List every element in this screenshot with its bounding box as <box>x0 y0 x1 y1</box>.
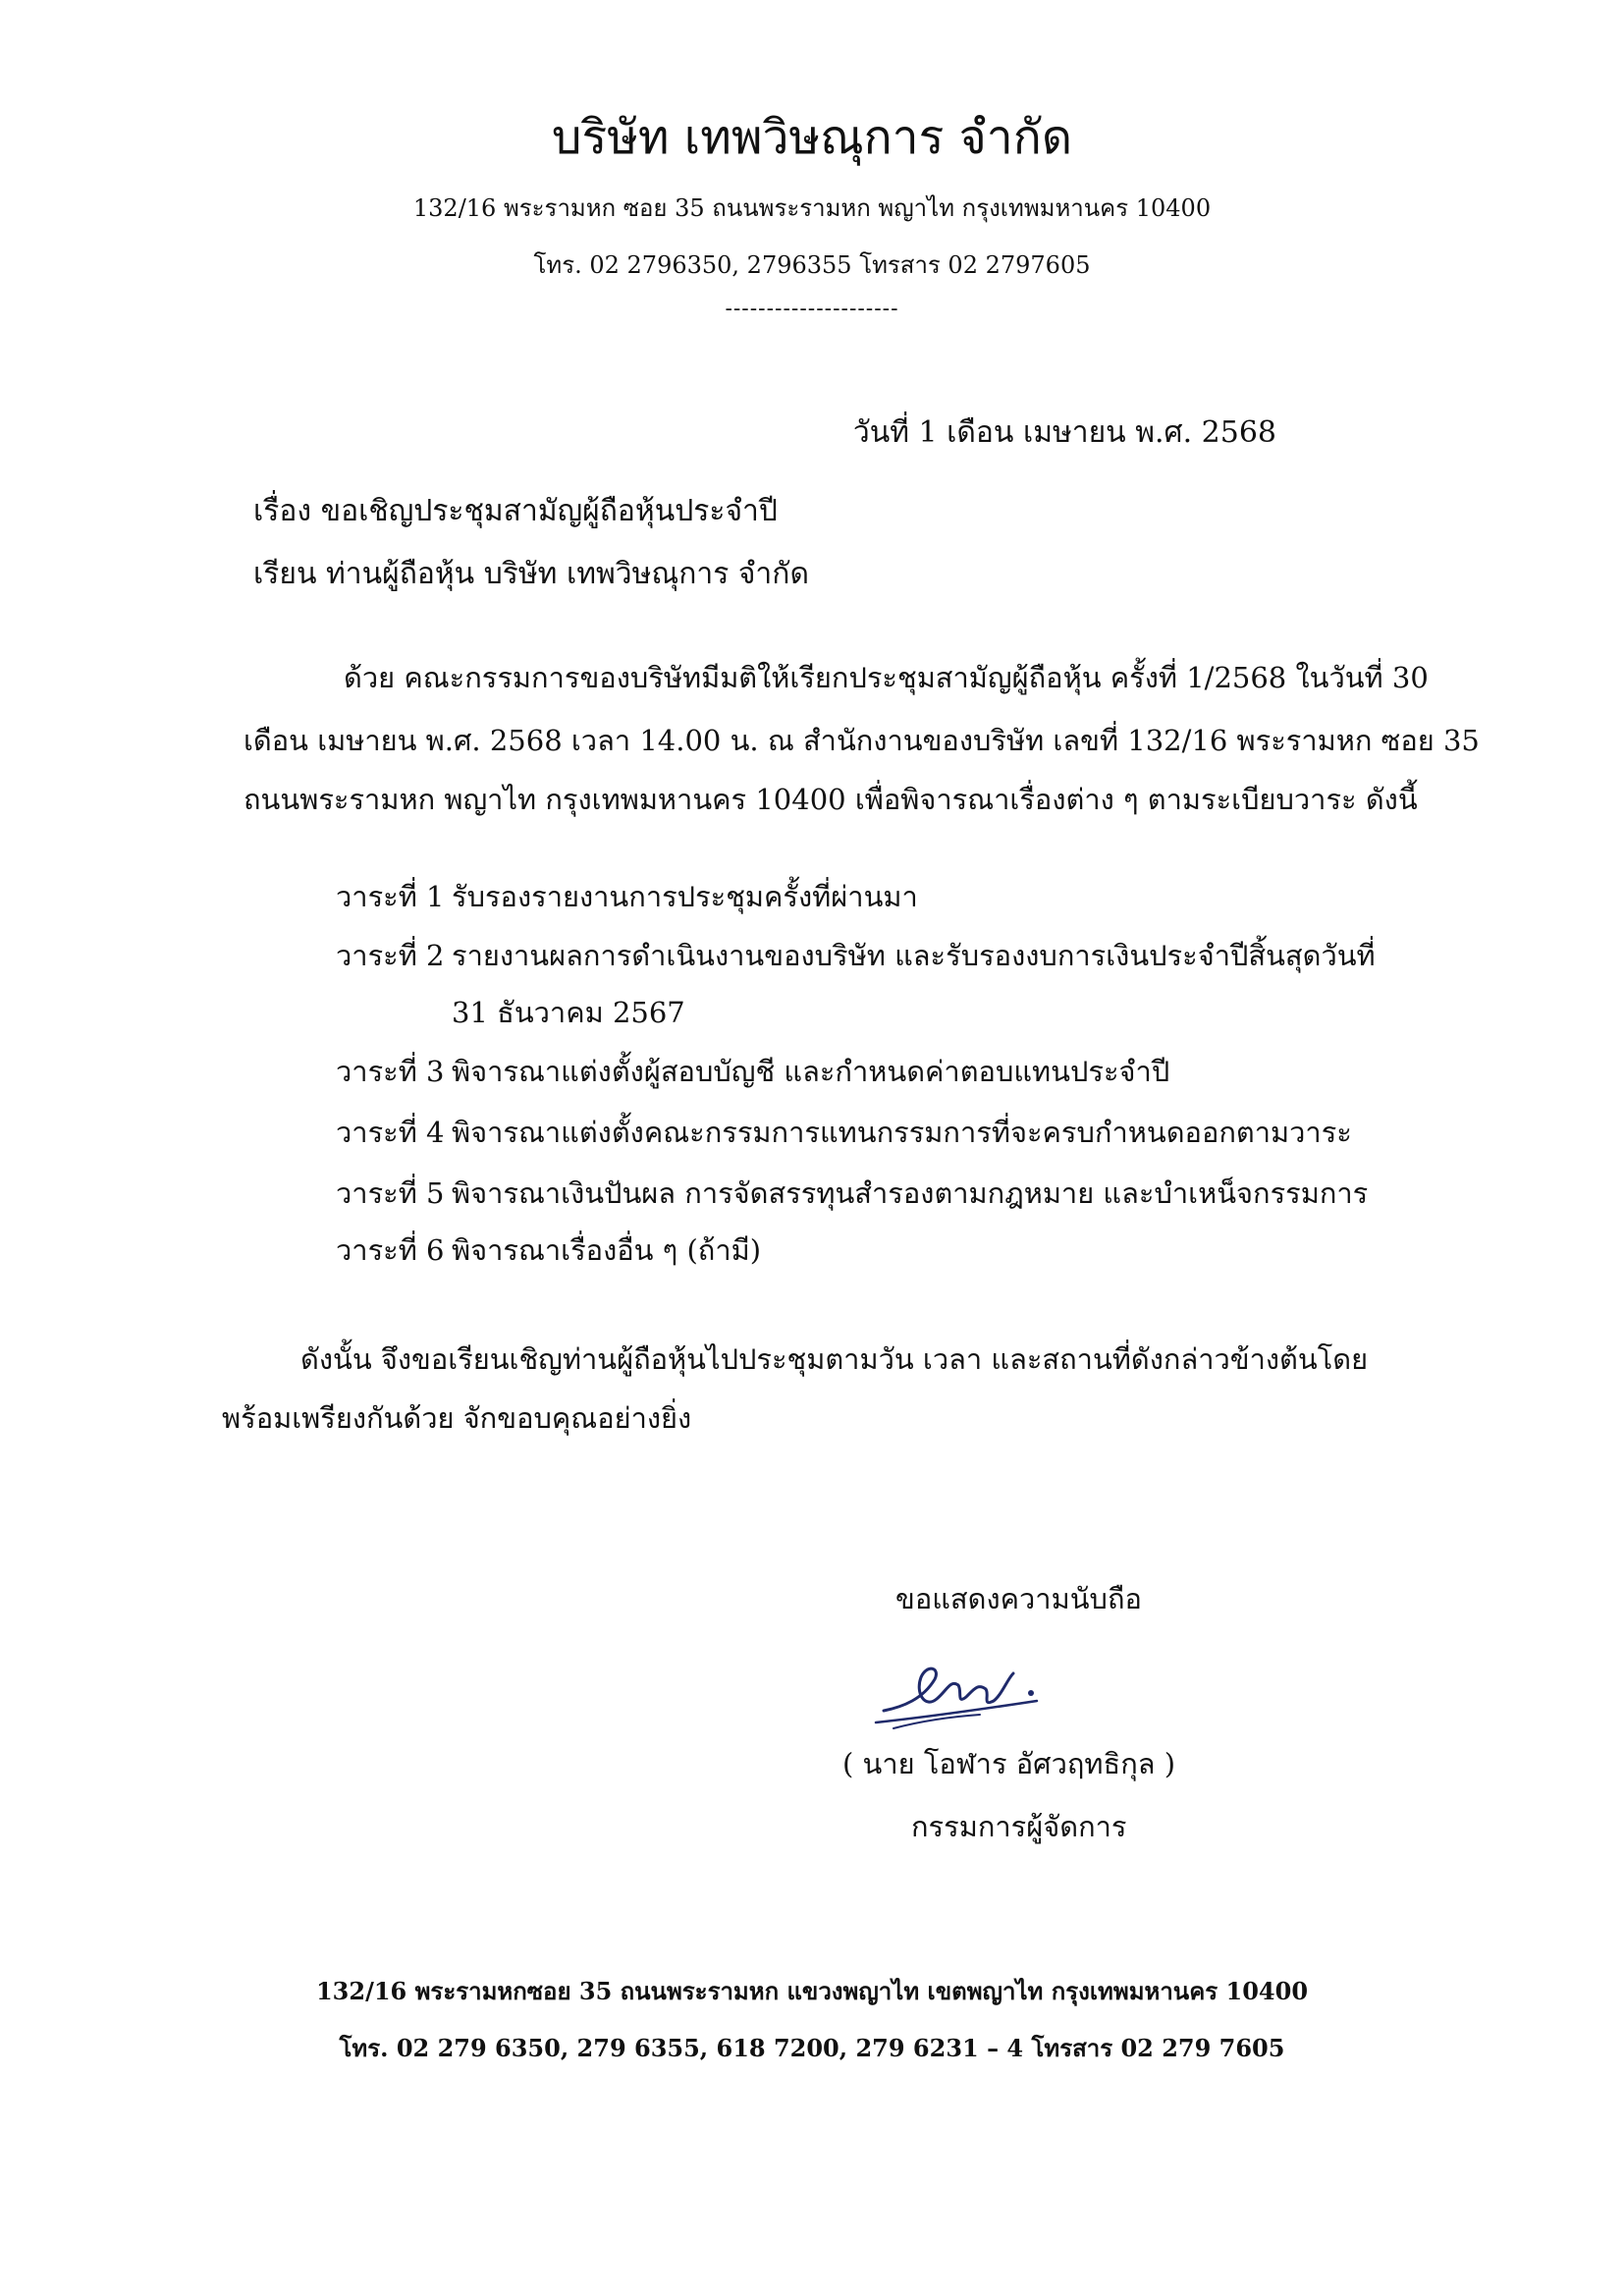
intro-line: เดือน เมษายน พ.ศ. 2568 เวลา 14.00 น. ณ สำนักงานของบริษัท เลขที่ 132/16 พระรามหก ซอย 35 <box>244 724 1480 757</box>
agenda-text: พิจารณาเงินปันผล การจัดสรรทุนสำรองตามกฎหมาย และบำเหน็จกรรมการ <box>452 1176 1369 1210</box>
agenda-label: วาระที่ 3 <box>336 1055 445 1088</box>
agenda-text: พิจารณาแต่งตั้งผู้สอบบัญชี และกำหนดค่าตอบแทนประจำปี <box>452 1055 1170 1088</box>
intro-line: ถนนพระรามหก พญาไท กรุงเทพมหานคร 10400 เพื่อพิจารณาเรื่องต่าง ๆ ตามระเบียบวาระ ดังนี้ <box>244 783 1418 816</box>
footer-phones: โทร. 02 279 6350, 279 6355, 618 7200, 279 6231 – 4 โทรสาร 02 279 7605 <box>339 2034 1285 2062</box>
intro-line: ด้วย คณะกรรมการของบริษัทมีมติให้เรียกประชุมสามัญผู้ถือหุ้น ครั้งที่ 1/2568 ในวันที่ 30 <box>344 661 1429 694</box>
agenda-label: วาระที่ 1 <box>336 880 445 913</box>
signature-image <box>864 1650 1060 1738</box>
letter-addressee: เรียน ท่านผู้ถือหุ้น บริษัท เทพวิษณุการ จำกัด <box>253 557 809 591</box>
header-divider: --------------------- <box>725 297 899 321</box>
company-phones: โทร. 02 2796350, 2796355 โทรสาร 02 2797605 <box>533 251 1091 279</box>
agenda-text: พิจารณาเรื่องอื่น ๆ (ถ้ามี) <box>452 1233 762 1267</box>
agenda-text: รับรองรายงานการประชุมครั้งที่ผ่านมา <box>452 880 918 913</box>
closing-line: ดังนั้น จึงขอเรียนเชิญท่านผู้ถือหุ้นไปประชุมตามวัน เวลา และสถานที่ดังกล่าวข้างต้นโดย <box>300 1342 1369 1376</box>
company-address: 132/16 พระรามหก ซอย 35 ถนนพระรามหก พญาไท กรุงเทพมหานคร 10400 <box>412 194 1212 222</box>
agenda-label: วาระที่ 2 <box>336 939 445 972</box>
agenda-text: พิจารณาแต่งตั้งคณะกรรมการแทนกรรมการที่จะครบกำหนดออกตามวาระ <box>452 1116 1352 1149</box>
footer-address: 132/16 พระรามหกซอย 35 ถนนพระรามหก แขวงพญาไท เขตพญาไท กรุงเทพมหานคร 10400 <box>315 1977 1309 2005</box>
letter-date: วันที่ 1 เดือน เมษายน พ.ศ. 2568 <box>852 415 1276 450</box>
letter-subject: เรื่อง ขอเชิญประชุมสามัญผู้ถือหุ้นประจำปี <box>253 494 778 528</box>
agenda-label: วาระที่ 6 <box>336 1233 445 1267</box>
signer-name: ( นาย โอฬาร อัศวฤทธิกุล ) <box>842 1747 1176 1780</box>
signer-title: กรรมการผู้จัดการ <box>911 1810 1127 1843</box>
regards-text: ขอแสดงความนับถือ <box>895 1582 1142 1615</box>
closing-line: พร้อมเพรียงกันด้วย จักขอบคุณอย่างยิ่ง <box>222 1401 692 1435</box>
agenda-label: วาระที่ 4 <box>336 1116 445 1149</box>
agenda-text-continued: 31 ธันวาคม 2567 <box>452 996 685 1029</box>
signature-icon <box>864 1650 1060 1738</box>
agenda-label: วาระที่ 5 <box>336 1176 445 1210</box>
agenda-text: รายงานผลการดำเนินงานของบริษัท และรับรองงบการเงินประจำปีสิ้นสุดวันที่ <box>452 939 1376 972</box>
company-name: บริษัท เทพวิษณุการ จำกัด <box>552 110 1072 165</box>
